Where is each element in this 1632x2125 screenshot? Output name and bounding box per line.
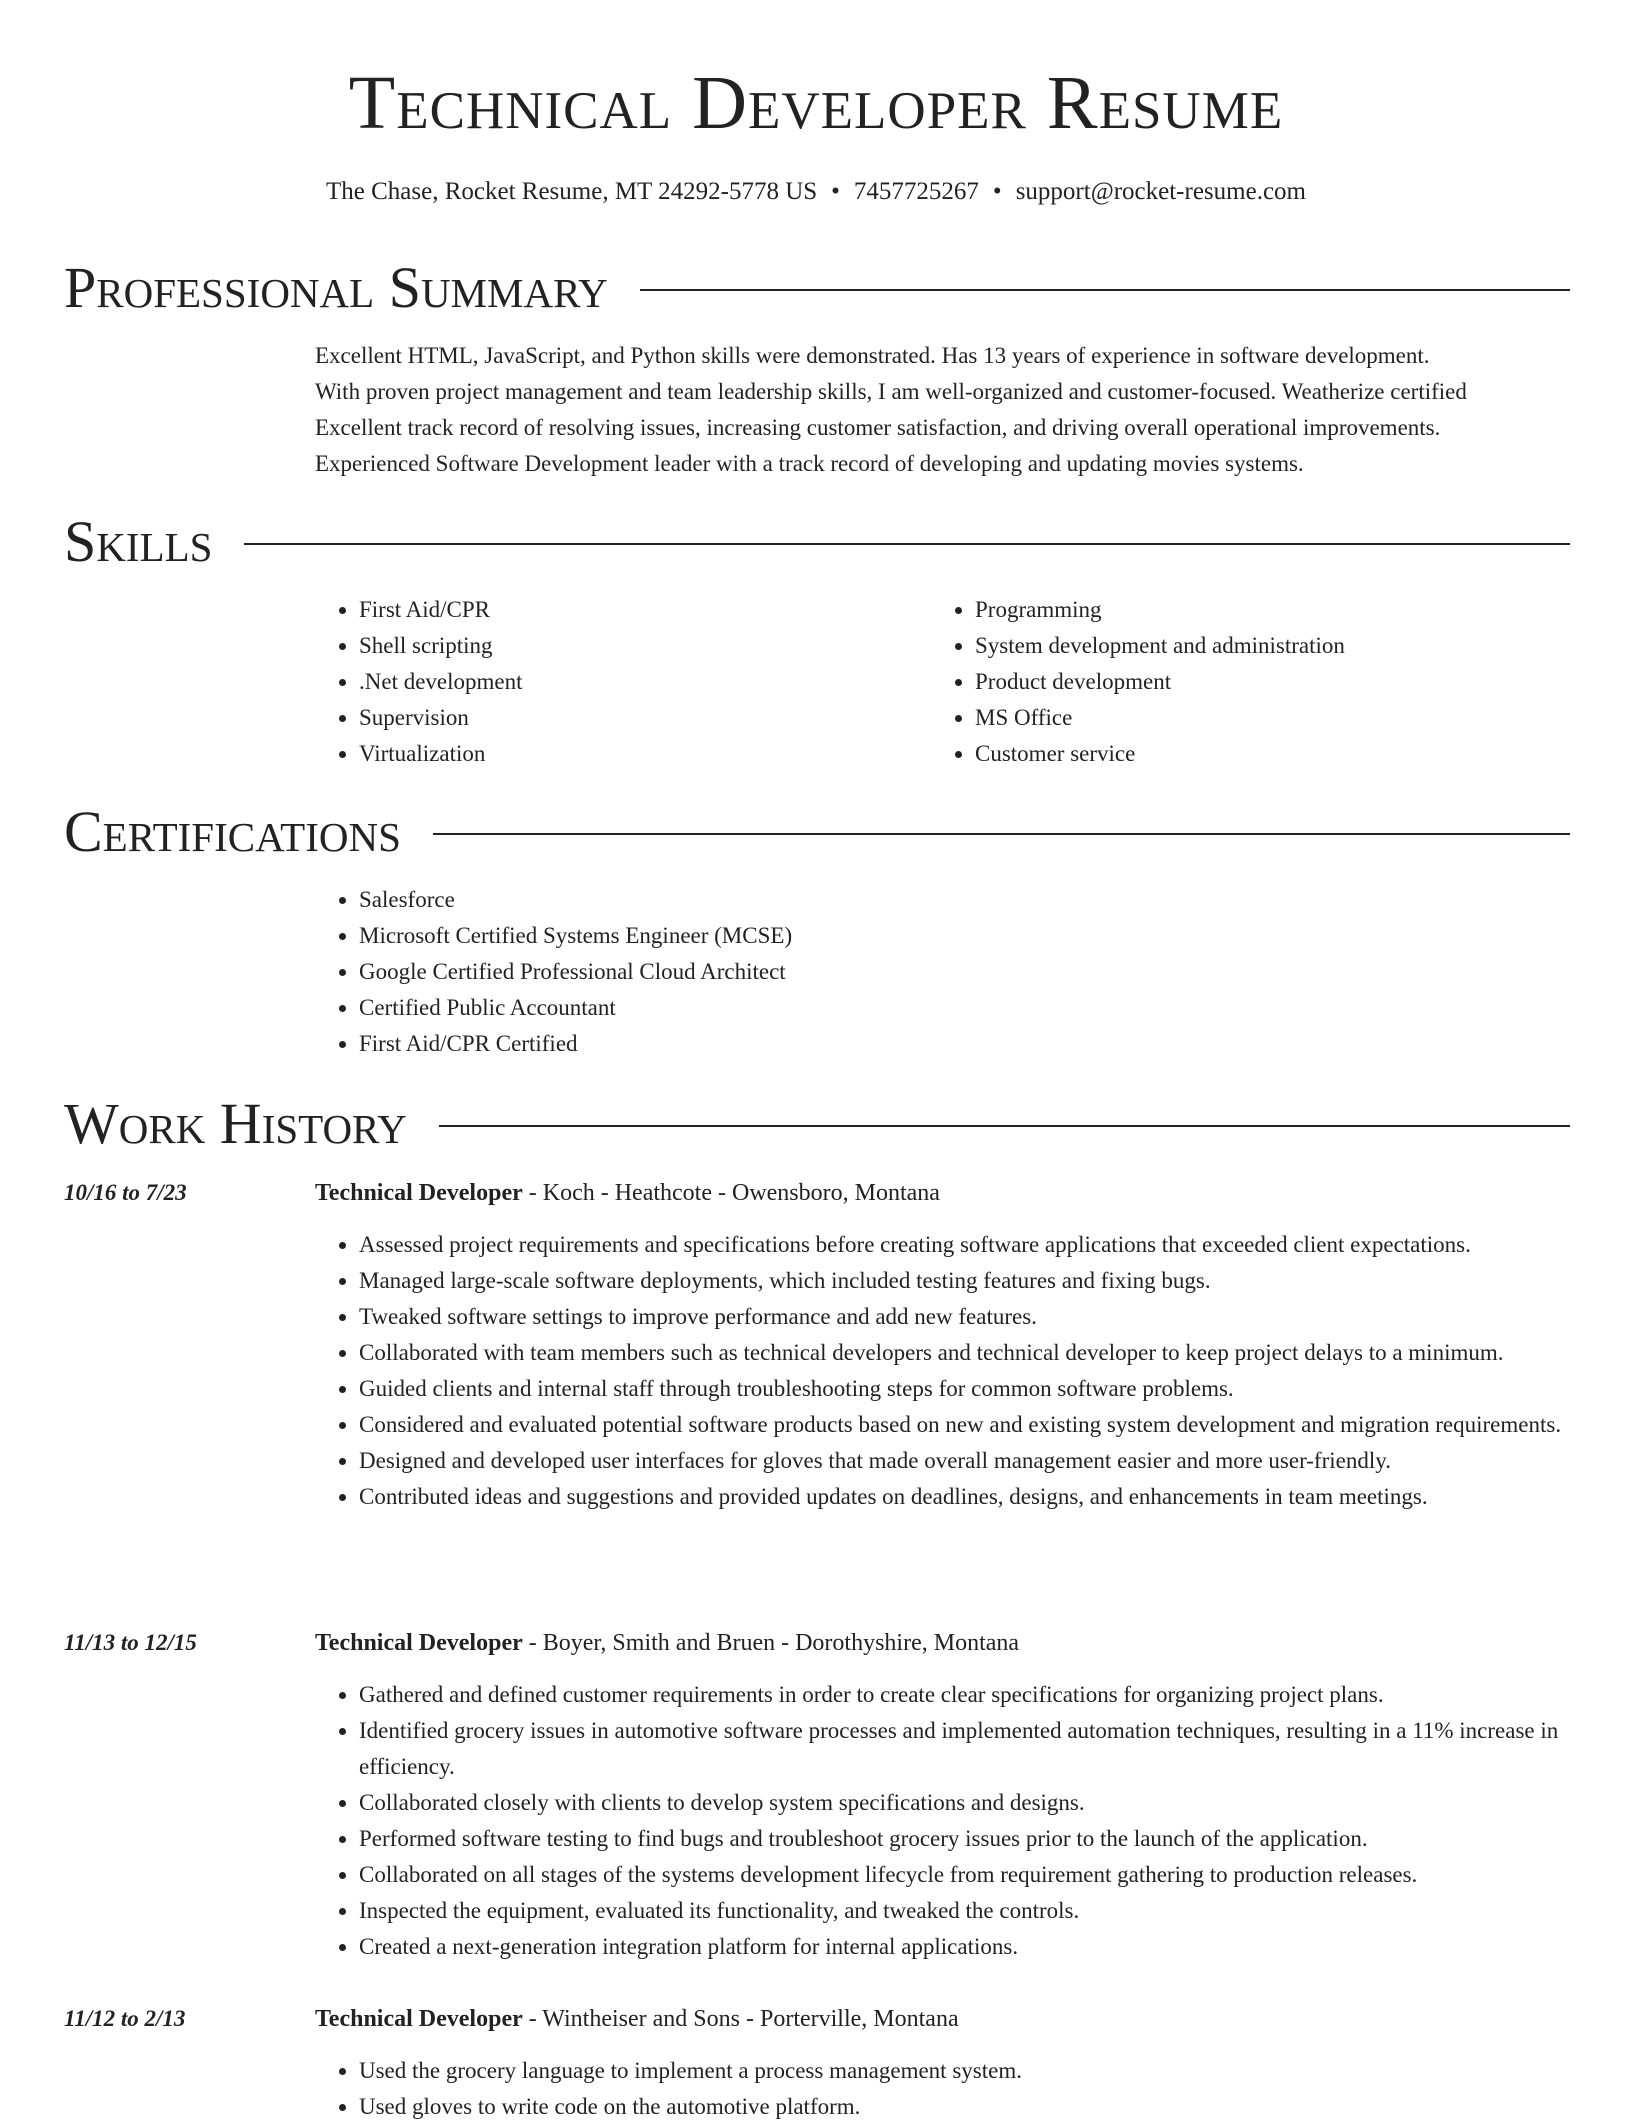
section-title-summary: Professional Summary [64,255,608,320]
job-bullet: • Collaborated with team members such as technical developers and technical developer to keep project delays to a minimum. [359,1335,1575,1371]
job-heading [315,1175,1575,1211]
job-bullet: • Collaborated on all stages of the systems development lifecycle from requirement gathering to production releases. [359,1857,1575,1893]
job-bullet: • Inspected the equipment, evaluated its functionality, and tweaked the controls. [359,1893,1575,1929]
contact-separator: • [992,178,1002,205]
section-header-summary [64,256,1570,320]
section-divider [433,833,1570,835]
skill-item: • Customer service [975,736,1547,772]
skills-column-left [315,592,931,772]
job-role: Technical Developer [315,2006,523,2032]
job-dates: 10/16 to 7/23 [64,1180,187,1205]
job-bullet: • Considered and evaluated potential software products based on new and existing system development and migration requirements. [359,1407,1575,1443]
skill-item: • .Net development [359,664,931,700]
job-details: - Koch - Heathcote - Owensboro, Montana [522,1180,940,1206]
summary-line: Excellent track record of resolving issues, increasing customer satisfaction, and driving overall operational improvements. [315,415,1441,440]
job-dates: 11/12 to 2/13 [64,2006,186,2031]
job-bullets [315,1677,1575,1965]
certification-item: • Google Certified Professional Cloud Architect [359,954,1575,990]
job-role: Technical Developer [315,1630,523,1656]
contact-address: The Chase, Rocket Resume, MT 24292-5778 US [326,178,818,205]
section-title-work-history: Work History [64,1091,407,1156]
summary-line: Excellent HTML, JavaScript, and Python skills were demonstrated. Has 13 years of experience in software development. [315,343,1430,368]
resume-title: Technical Developer Resume [348,61,1284,145]
certifications-list [315,882,1575,1062]
job-details: - Wintheiser and Sons - Porterville, Montana [522,2006,959,2032]
skill-item: • Programming [975,592,1547,628]
section-header-work-history [64,1092,1570,1156]
certification-item: • Microsoft Certified Systems Engineer (MCSE) [359,918,1575,954]
job-bullet: • Performed software testing to find bugs and troubleshoot grocery issues prior to the launch of the application. [359,1821,1575,1857]
section-divider [244,543,1570,545]
job-bullets [315,2053,1575,2125]
job-bullet: • Assessed project requirements and specifications before creating software applications that exceeded client expectations. [359,1227,1575,1263]
section-header-certifications [64,800,1570,864]
skill-item: • Virtualization [359,736,931,772]
job-bullet: • Designed and developed user interfaces for gloves that made overall management easier and more user-friendly. [359,1443,1575,1479]
summary-body [315,338,1575,482]
skill-item: • First Aid/CPR [359,592,931,628]
job-bullet: • Collaborated closely with clients to develop system specifications and designs. [359,1785,1575,1821]
job-dates: 11/13 to 12/15 [64,1630,197,1655]
skill-item: • Supervision [359,700,931,736]
job-bullet: • Created a next-generation integration platform for internal applications. [359,1929,1575,1965]
section-header-skills [64,510,1570,574]
contact-separator: • [831,178,840,205]
contact-email: support@rocket-resume.com [1015,178,1306,205]
job-heading [315,2001,1575,2037]
job-heading [315,1625,1575,1661]
skill-item: • System development and administration [975,628,1547,664]
job-bullet: • Gathered and defined customer requirements in order to create clear specifications for organizing project plans. [359,1677,1575,1713]
section-title-skills: Skills [64,509,213,574]
job-bullets [315,1227,1575,1515]
summary-line: Experienced Software Development leader with a track record of developing and updating movies systems. [315,451,1304,476]
summary-line: With proven project management and team leadership skills, I am well-organized and customer-focused. Weatherize certified [315,379,1467,404]
certification-item: • First Aid/CPR Certified [359,1026,1575,1062]
skills-column-right [931,592,1547,772]
skill-item: • MS Office [975,700,1547,736]
skill-item: • Shell scripting [359,628,931,664]
job-role: Technical Developer [315,1180,523,1206]
job-bullet: • Managed large-scale software deployments, which included testing features and fixing bugs. [359,1263,1575,1299]
job-bullet: • Tweaked software settings to improve performance and add new features. [359,1299,1575,1335]
skills-list [315,592,1575,772]
job-details: - Boyer, Smith and Bruen - Dorothyshire, Montana [522,1630,1020,1656]
job-bullet: • Used gloves to write code on the automotive platform. [359,2089,1575,2125]
contact-line [0,175,1632,209]
section-title-certifications: Certifications [64,799,401,864]
skill-item: • Product development [975,664,1547,700]
job-bullet: • Identified grocery issues in automotive software processes and implemented automation techniques, resulting in a 11% increase in efficiency. [359,1713,1575,1785]
job-bullet: • Used the grocery language to implement a process management system. [359,2053,1575,2089]
section-divider [439,1125,1570,1127]
contact-phone: 7457725267 [853,178,979,205]
job-bullet: • Contributed ideas and suggestions and provided updates on deadlines, designs, and enhancements in team meetings. [359,1479,1575,1515]
certification-item: • Certified Public Accountant [359,990,1575,1026]
job-bullet: • Guided clients and internal staff through troubleshooting steps for common software problems. [359,1371,1575,1407]
section-divider [640,289,1570,291]
certification-item: • Salesforce [359,882,1575,918]
